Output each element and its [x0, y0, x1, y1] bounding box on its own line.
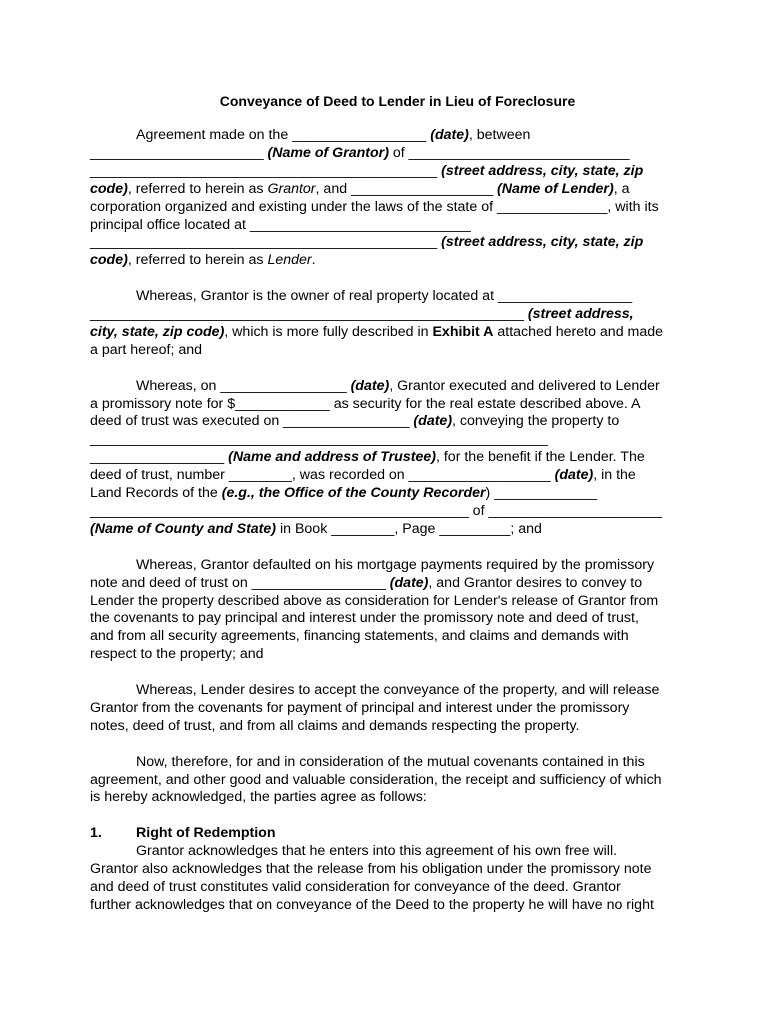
text-line: Land Records of the (e.g., the Office of the County Recorder) _____________	[90, 485, 597, 502]
text-line: ______________________ (Name of Grantor) of ____________________________	[90, 144, 630, 161]
text-line: _______________________________________________________ (street address,	[90, 306, 634, 323]
paragraph-lender-accepts	[90, 682, 705, 736]
text-line: note and deed of trust on _________________ (date), and Grantor desires to convey to	[90, 574, 643, 591]
text-line: city, state, zip code), which is more fully described in Exhibit A attached hereto and made	[90, 323, 664, 340]
section-title: Right of Redemption	[136, 825, 276, 842]
text-line: Agreement made on the _________________ (date), between	[136, 127, 531, 143]
text-line: Whereas, Lender desires to accept the conveyance of the property, and will release	[136, 682, 660, 699]
text-line: the covenants to pay principal and interest under the promissory note and deed of trust,	[90, 610, 639, 627]
text-line: ________________________________________________ of ______________________	[90, 503, 663, 519]
paragraph-default	[90, 557, 705, 664]
text-line: agreement, and other good and valuable consideration, the receipt and sufficiency of which	[90, 771, 662, 788]
text-line: Whereas, Grantor defaulted on his mortgage payments required by the promissory	[136, 556, 655, 573]
text-line: deed of trust was executed on ________________ (date), conveying the property to	[90, 413, 620, 430]
paragraph-promissory-note	[90, 378, 705, 539]
text-line: Now, therefore, for and in consideration of the mutual covenants contained in this	[136, 753, 645, 770]
section-heading	[90, 825, 705, 843]
text-line: code), referred to herein as Lender.	[90, 252, 316, 269]
text-line: a promissory note for $____________ as security for the real estate described above. A	[90, 395, 641, 412]
text-line: further acknowledges that on conveyance of the Deed to the property he will have no right	[90, 896, 654, 913]
text-line: notes, deed of trust, and from all claims and demands respecting the property.	[90, 717, 580, 734]
text-line: Whereas, Grantor is the owner of real property located at _________________	[136, 288, 633, 305]
section-right-of-redemption	[90, 825, 705, 915]
text-line: (Name of County and State) in Book ________, Page _________; and	[90, 520, 542, 537]
text-line: ____________________________________________ (street address, city, state, zip	[90, 162, 644, 179]
document-page	[90, 92, 705, 933]
text-line: and from all security agreements, financing statements, and claims and demands with	[90, 628, 629, 645]
text-line: ____________________________________________ (street address, city, state, zip	[90, 234, 644, 251]
text-line: code), referred to herein as Grantor, and __________________ (Name of Lender), a	[90, 180, 630, 197]
text-line: is hereby acknowledged, the parties agree as follows:	[90, 789, 427, 806]
paragraph-agreement	[90, 127, 705, 270]
text-line: a part hereof; and	[90, 341, 203, 358]
text-line: Grantor from the covenants for payment of principal and interest under the promissory	[90, 699, 630, 716]
text-line: and deed of trust constitutes valid consideration for conveyance of the deed. Grantor	[90, 878, 621, 895]
text-line: deed of trust, number ________, was recorded on __________________ (date), in the	[90, 467, 636, 484]
text-line: Whereas, on ________________ (date), Grantor executed and delivered to Lender	[136, 377, 660, 394]
text-line: principal office located at ____________________________	[90, 216, 471, 233]
paragraph-now-therefore	[90, 754, 705, 808]
text-line: _________________ (Name and address of Trustee), for the benefit if the Lender. The	[90, 449, 645, 466]
text-line: Grantor also acknowledges that the release from his obligation under the promissory note	[90, 861, 652, 878]
section-number: 1.	[90, 825, 102, 842]
paragraph-property	[90, 288, 705, 360]
text-line: corporation organized and existing under the laws of the state of ______________, with its	[90, 198, 659, 215]
text-line: respect to the property; and	[90, 646, 264, 663]
text-line: Lender the property described above as consideration for Lender's release of Grantor from	[90, 592, 659, 609]
document-title: Conveyance of Deed to Lender in Lieu of Foreclosure	[219, 93, 576, 109]
text-line: __________________________________________________________	[90, 431, 548, 448]
text-line: Grantor acknowledges that he enters into this agreement of his own free will.	[136, 843, 618, 860]
